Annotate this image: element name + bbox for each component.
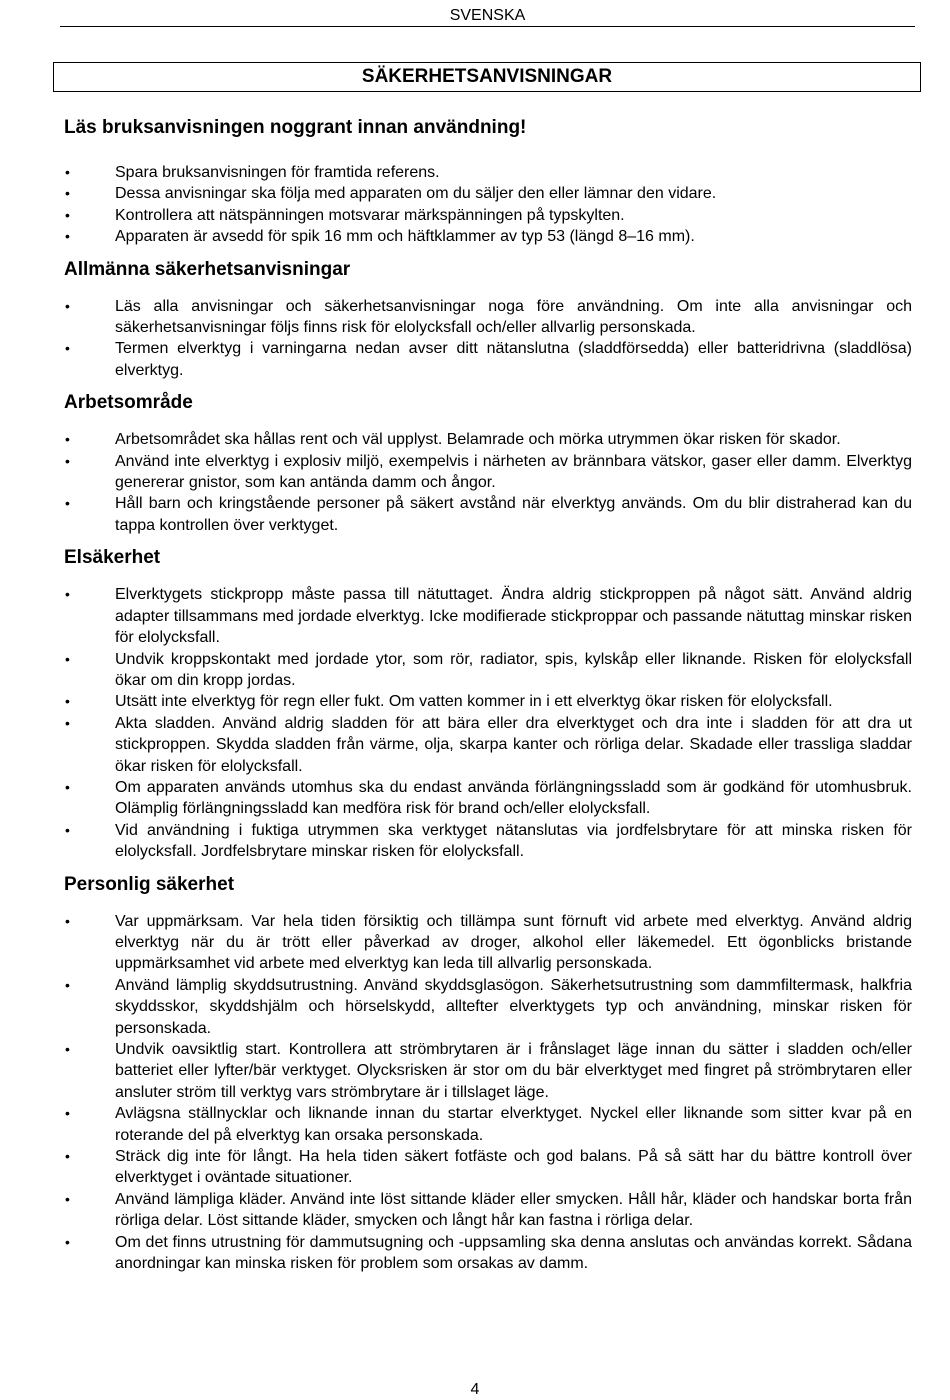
list-item: • Utsätt inte elverktyg för regn eller fukt. Om vatten kommer in i ett elverktyg ökar risken för elolycksfall. — [64, 691, 912, 712]
section-heading: Arbetsområde — [64, 392, 193, 414]
intro-heading: Läs bruksanvisningen noggrant innan användning! — [64, 117, 527, 138]
section-electrical-safety — [64, 546, 912, 862]
list-item: • Var uppmärksam. Var hela tiden försiktig och tillämpa sunt förnuft vid arbete med elverktyg. Använd aldrig elverktyg när du är trött eller påverkad av droger, alkohol eller läkemedel. Ett ögonblicks bristande uppmärksamhet vid arbete med elverktyg kan leda till allvarlig personskada. — [64, 911, 912, 975]
list-item: • Sträck dig inte för långt. Ha hela tiden säkert fotfäste och god balans. På så sätt har du bättre kontroll över elverktyget i oväntade situationer. — [64, 1146, 912, 1189]
intro-list — [64, 162, 912, 248]
page-title: SÄKERHETSANVISNINGAR — [53, 62, 921, 92]
list-item: • Använd inte elverktyg i explosiv miljö, exempelvis i närheten av brännbara vätskor, gaser eller damm. Elverktyg genererar gnistor, som kan antända damm och ångor. — [64, 451, 912, 494]
list-item: • Arbetsområdet ska hållas rent och väl upplyst. Belamrade och mörka utrymmen ökar risken för skador. — [64, 429, 912, 450]
running-header: SVENSKA — [449, 7, 526, 24]
section-list — [64, 584, 912, 862]
list-item: • Undvik kroppskontakt med jordade ytor, som rör, radiator, spis, kylskåp eller liknande. Risken för elolycksfall ökar om din kropp jordas. — [64, 649, 912, 692]
section-general-safety — [64, 258, 912, 382]
list-item: • Använd lämpliga kläder. Använd inte löst sittande kläder eller smycken. Håll hår, kläder och handskar borta från rörliga delar. Löst sittande kläder, smycken och långt hår kan fastna i rörliga delar. — [64, 1189, 912, 1232]
list-item: • Akta sladden. Använd aldrig sladden för att bära eller dra elverktyget och dra inte i sladden för att dra ut stickproppen. Skydda sladden från värme, olja, skarpa kanter och rörliga delar. Skadade eller trassliga sladdar ökar risken för elolycksfall. — [64, 713, 912, 777]
list-item: • Vid användning i fuktiga utrymmen ska verktyget nätanslutas via jordfelsbrytare för att minska risken för elolycksfall. Jordfelsbrytare minskar risken för elolycksfall. — [64, 820, 912, 863]
list-item: • Om det finns utrustning för dammutsugning och -uppsamling ska denna anslutas och användas korrekt. Sådana anordningar kan minska risken för problem som orsakas av damm. — [64, 1232, 912, 1275]
section-list — [64, 296, 912, 382]
list-item: • Termen elverktyg i varningarna nedan avser ditt nätanslutna (sladdförsedda) eller batteridrivna (sladdlösa) elverktyg. — [64, 338, 912, 381]
list-item: • Håll barn och kringstående personer på säkert avstånd när elverktyg används. Om du blir distraherad kan du tappa kontrollen över verktyget. — [64, 493, 912, 536]
list-item: • Kontrollera att nätspänningen motsvarar märkspänningen på typskylten. — [64, 205, 912, 226]
list-item: • Spara bruksanvisningen för framtida referens. — [64, 162, 912, 183]
header-rule — [60, 26, 915, 27]
section-list — [64, 429, 912, 536]
section-list — [64, 911, 912, 1275]
list-item: • Elverktygets stickpropp måste passa till nätuttaget. Ändra aldrig stickproppen på något sätt. Använd aldrig adapter tillsammans med jordade elverktyg. Icke modifierade stickproppar och passande nätuttag minskar risken för elolycksfall. — [64, 584, 912, 648]
list-item: • Undvik oavsiktlig start. Kontrollera att strömbrytaren är i frånslaget läge innan du sätter i sladden och/eller batteriet eller lyfter/bär verktyget. Olycksrisken är stor om du bär elverktyget med fingret på strömbrytaren eller ansluter ström till verktyg vars strömbrytare är i tillslaget läge. — [64, 1039, 912, 1103]
list-item: • Avlägsna ställnycklar och liknande innan du startar elverktyget. Nyckel eller liknande som sitter kvar på en roterande del på elverktyg kan orsaka personskada. — [64, 1103, 912, 1146]
list-item: • Dessa anvisningar ska följa med apparaten om du säljer den eller lämnar den vidare. — [64, 183, 912, 204]
list-item: • Om apparaten används utomhus ska du endast använda förlängningssladd som är godkänd för utomhusbruk. Olämplig förlängningssladd kan medföra risk för brand och/eller elolycksfall. — [64, 777, 912, 820]
list-item: • Läs alla anvisningar och säkerhetsanvisningar noga före användning. Om inte alla anvisningar och säkerhetsanvisningar följs finns risk för elolycksfall och/eller allvarlig personskada. — [64, 296, 912, 339]
list-item: • Använd lämplig skyddsutrustning. Använd skyddsglasögon. Säkerhetsutrustning som dammfiltermask, halkfria skyddsskor, skyddshjälm och hörselskydd, alltefter elverktygets typ och användning, minskar risken för personskada. — [64, 975, 912, 1039]
section-heading: Allmänna säkerhetsanvisningar — [64, 258, 351, 280]
page-number: 4 — [470, 1381, 480, 1398]
list-item: • Apparaten är avsedd för spik 16 mm och häftklammer av typ 53 (längd 8–16 mm). — [64, 226, 912, 247]
section-heading: Elsäkerhet — [64, 547, 161, 569]
section-personal-safety — [64, 873, 912, 1275]
content — [64, 162, 912, 1274]
section-heading: Personlig säkerhet — [64, 873, 235, 895]
section-work-area — [64, 391, 912, 536]
